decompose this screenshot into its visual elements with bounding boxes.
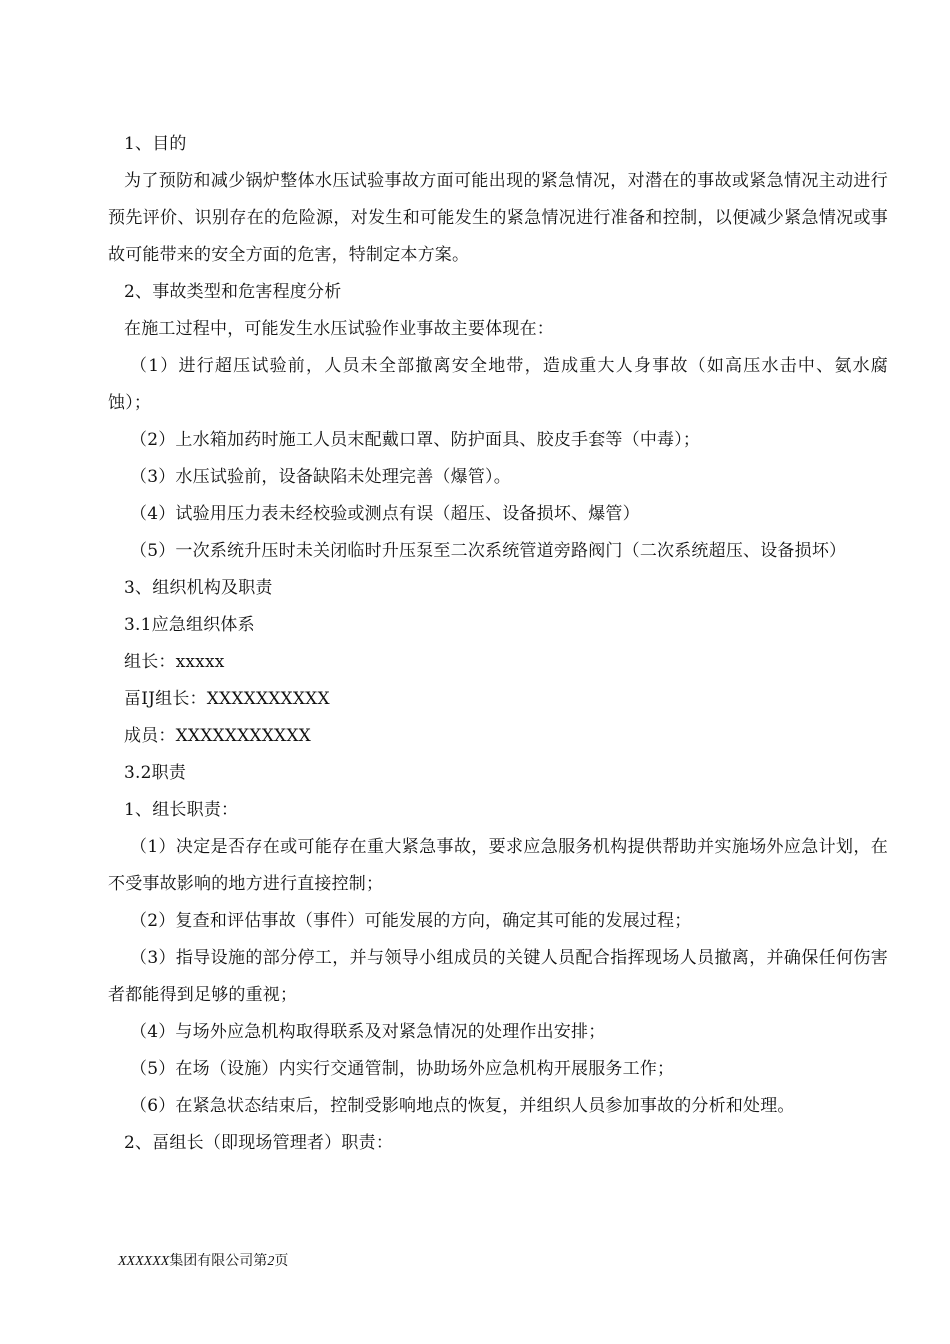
- paragraph: 3.2职责: [124, 763, 187, 783]
- paragraph: 2、事故类型和危害程度分析: [124, 282, 342, 302]
- paragraph: （4）与场外应急机构取得联系及对紧急情况的处理作出安排；: [130, 1022, 606, 1042]
- page-footer: [118, 1252, 288, 1272]
- paragraph: 成员：XXXXXXXXXXX: [124, 726, 311, 746]
- paragraph: （6）在紧急状态结束后，控制受影响地点的恢复，并组织人员参加事故的分析和处理。: [130, 1096, 795, 1116]
- document-body: [108, 126, 888, 1162]
- paragraph: 1、组长职责：: [124, 800, 239, 820]
- paragraph: 在施工过程中，可能发生水压试验作业事故主要体现在：: [124, 319, 554, 339]
- paragraph: 1、目的: [124, 134, 187, 154]
- paragraph: 为了预防和减少锅炉整体水压试验事故方面可能出现的紧急情况，对潜在的事故或紧急情况主动进行预先评价、识别存在的危险源，对发生和可能发生的紧急情况进行准备和控制，以便减少紧急情况或事故可能带来的安全方面的危害，特制定本方案。: [108, 171, 888, 265]
- footer-page-unit: 页: [274, 1254, 289, 1269]
- paragraph: （3）水压试验前，设备缺陷未处理完善（爆管）。: [130, 467, 511, 487]
- paragraph: （3）指导设施的部分停工，并与领导小组成员的关键人员配合指挥现场人员撤离，并确保任何伤害者都能得到足够的重视；: [108, 948, 888, 1005]
- paragraph: 组长：xxxxx: [124, 652, 225, 672]
- paragraph: 3.1应急组织体系: [124, 615, 255, 635]
- paragraph: （2）上水箱加药时施工人员末配戴口罩、防护面具、胶皮手套等（中毒）；: [130, 430, 701, 450]
- paragraph: 畐IJ组长：XXXXXXXXXX: [124, 689, 330, 709]
- paragraph: （5）在场（设施）内实行交通管制，协助场外应急机构开展服务工作；: [130, 1059, 675, 1079]
- footer-company-suffix: 集团有限公司第: [169, 1254, 268, 1269]
- paragraph: （1）决定是否存在或可能存在重大紧急事故，要求应急服务机构提供帮助并实施场外应急计划，在不受事故影响的地方进行直接控制；: [108, 837, 888, 894]
- paragraph: 3、组织机构及职责: [124, 578, 273, 598]
- paragraph: （1）进行超压试验前，人员未全部撤离安全地带，造成重大人身事故（如高压水击中、氨水腐蚀）；: [108, 356, 888, 413]
- paragraph: （4）试验用压力表未经校验或测点有误（超压、设备损坏、爆管）: [130, 504, 640, 524]
- paragraph: （2）复查和评估事故（事件）可能发展的方向，确定其可能的发展过程；: [130, 911, 692, 931]
- footer-company-code: XXXXXX: [118, 1254, 170, 1269]
- footer-page-number: 2: [267, 1254, 275, 1269]
- paragraph: 2、畐组长（即现场管理者）职责：: [124, 1133, 394, 1153]
- paragraph: （5）一次系统升压时未关闭临时升压泵至二次系统管道旁路阀门（二次系统超压、设备损坏）: [130, 541, 847, 561]
